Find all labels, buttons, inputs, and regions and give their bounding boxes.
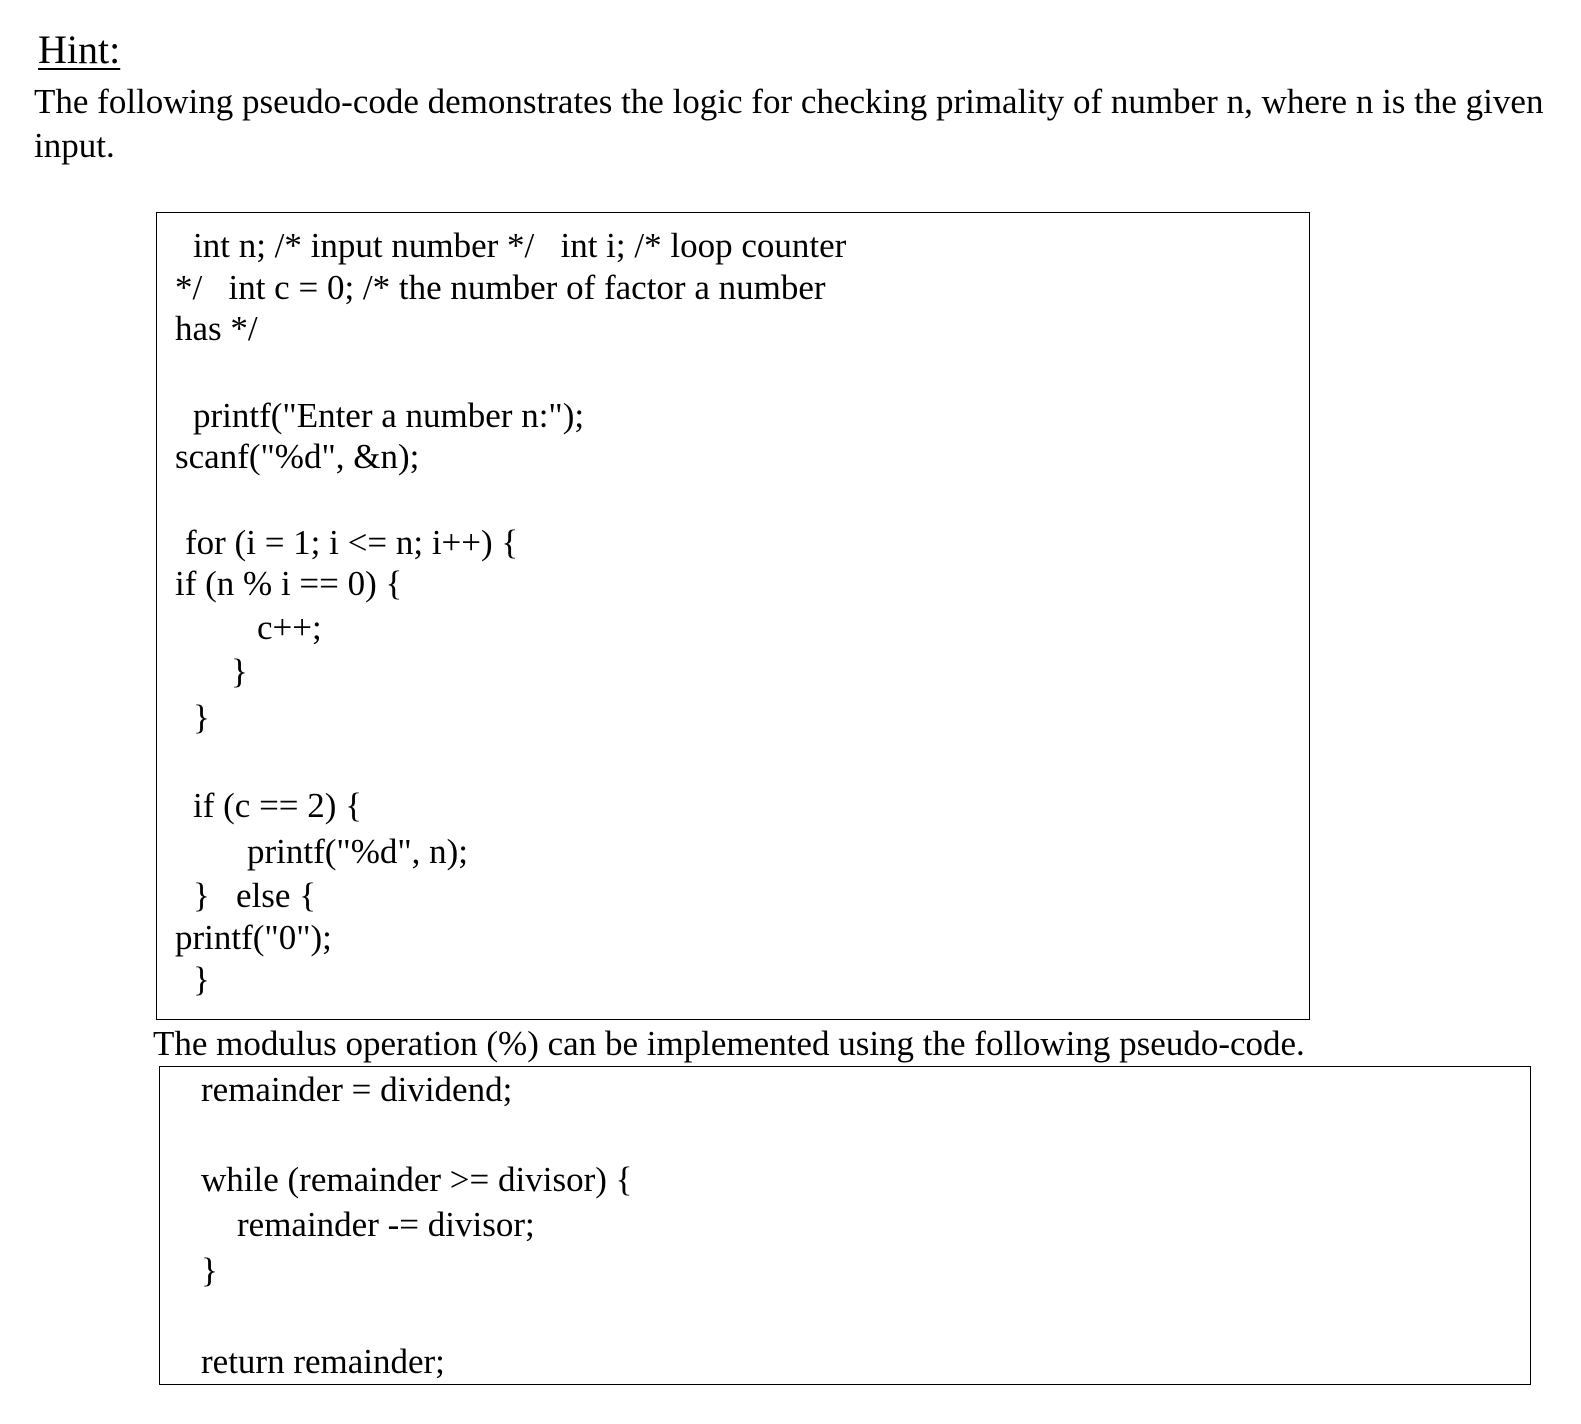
code-line: has */ xyxy=(175,309,258,348)
code-line: } xyxy=(193,960,210,999)
code-line: remainder = dividend; xyxy=(201,1070,513,1109)
code-line: if (c == 2) { xyxy=(193,786,363,825)
hint-heading: Hint: xyxy=(38,27,121,72)
code-line: scanf("%d", &n); xyxy=(175,437,420,476)
code-line: c++; xyxy=(257,608,322,647)
code-line: } xyxy=(201,1251,218,1290)
code-line: printf("Enter a number n:"); xyxy=(193,396,585,435)
code-line: } xyxy=(193,698,210,737)
code-line: */ int c = 0; /* the number of factor a number xyxy=(175,268,826,307)
code-line: printf("0"); xyxy=(175,918,332,957)
code-line: return remainder; xyxy=(201,1342,445,1381)
modulus-caption: The modulus operation (%) can be implemented using the following pseudo-code. xyxy=(153,1024,1305,1063)
intro-paragraph: The following pseudo-code demonstrates the logic for checking primality of number n, where n is the given input. xyxy=(34,82,1544,165)
code-line: if (n % i == 0) { xyxy=(175,564,403,603)
code-line: remainder -= divisor; xyxy=(237,1205,535,1244)
code-line: for (i = 1; i <= n; i++) { xyxy=(185,523,519,562)
primality-code-box xyxy=(156,212,1310,1020)
modulus-code-box xyxy=(159,1066,1531,1385)
code-line: while (remainder >= divisor) { xyxy=(201,1160,633,1199)
code-line: } xyxy=(231,652,248,691)
code-line: int n; /* input number */ int i; /* loop counter xyxy=(193,226,847,265)
code-line: } else { xyxy=(193,876,317,915)
code-line: printf("%d", n); xyxy=(247,832,469,871)
